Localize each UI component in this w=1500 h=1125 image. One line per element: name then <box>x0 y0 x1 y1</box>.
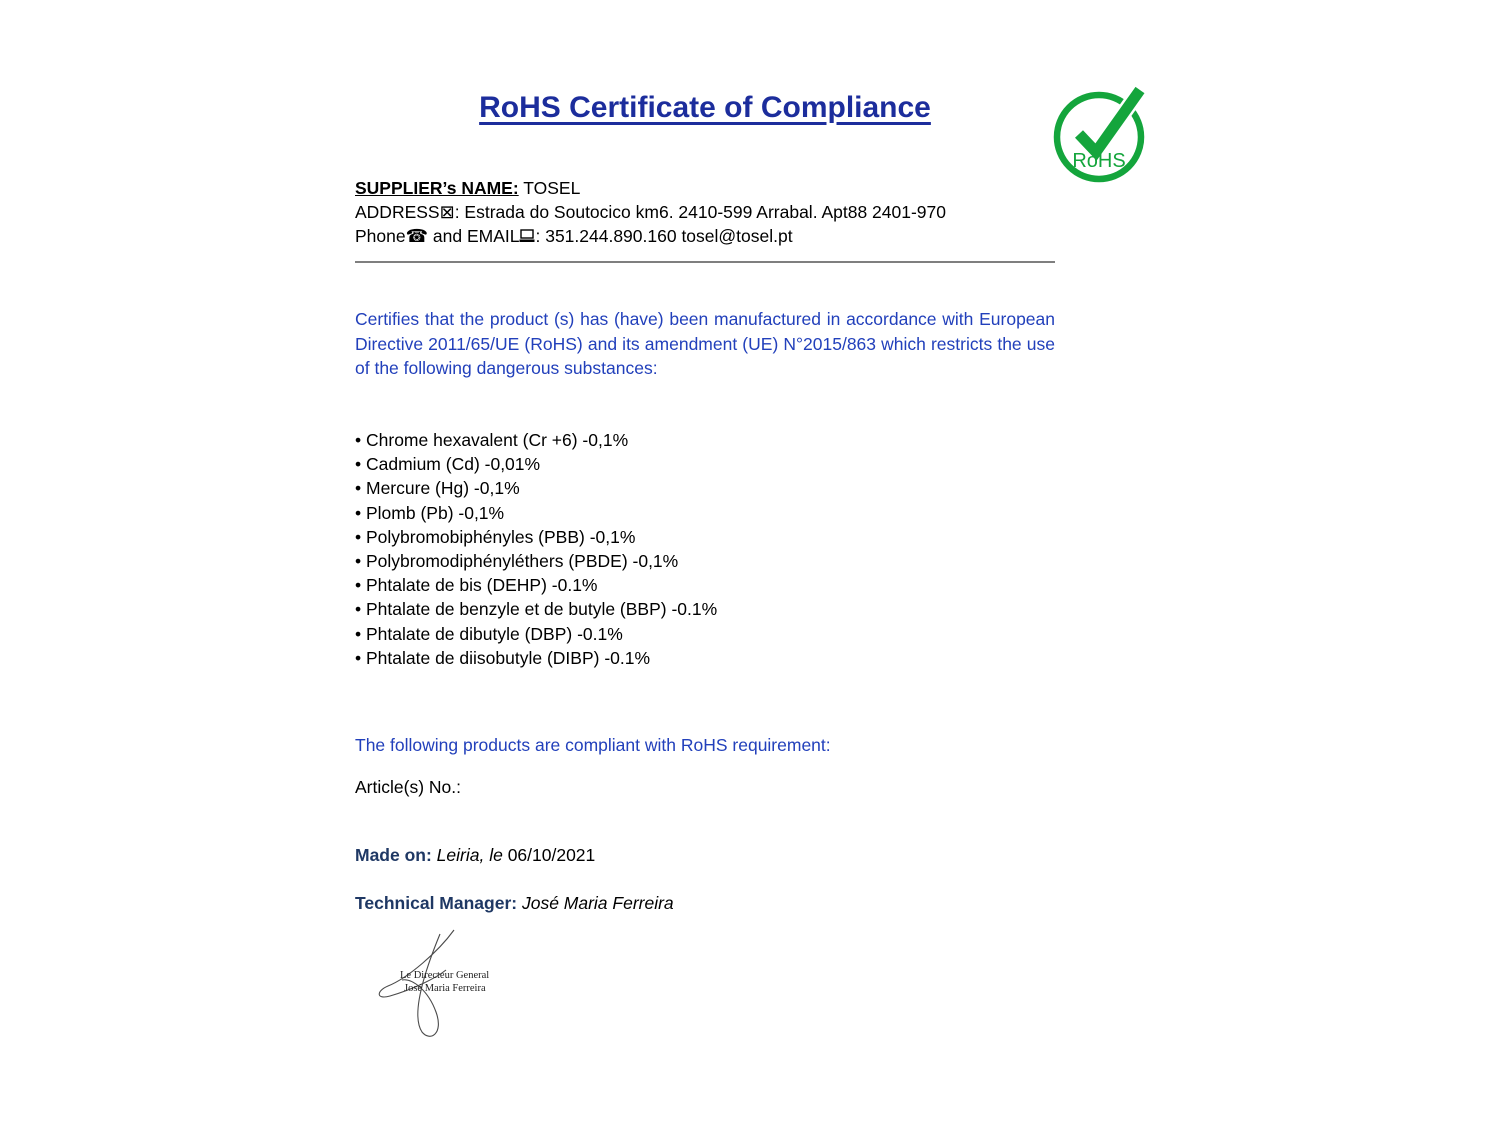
address-label: ADDRESS <box>355 202 440 222</box>
page-title: RoHS Certificate of Compliance <box>479 91 931 124</box>
substance-item: • Plomb (Pb) -0,1% <box>355 501 1055 525</box>
substance-item: • Phtalate de benzyle et de butyle (BBP) -0.1% <box>355 597 1055 621</box>
address-value: : Estrada do Soutocico km6. 2410-599 Arrabal. Apt88 2401-970 <box>454 202 947 222</box>
compliance-line: The following products are compliant with RoHS requirement: <box>355 735 831 755</box>
made-on-label: Made on: <box>355 845 432 865</box>
articles-label: Article(s) No.: <box>355 777 461 797</box>
phone-label: Phone <box>355 226 406 246</box>
substance-item: • Chrome hexavalent (Cr +6) -0,1% <box>355 428 1055 452</box>
supplier-name-value: TOSEL <box>518 178 581 198</box>
signature <box>358 928 508 1046</box>
made-on-place: Leiria, le <box>431 845 508 865</box>
substance-item: • Phtalate de diisobutyle (DIBP) -0.1% <box>355 646 1055 670</box>
substances-list <box>355 428 1055 670</box>
envelope-icon: ⊠ <box>439 202 455 222</box>
compliance-statement: Certifies that the product (s) has (have) been manufactured in accordance with European Directive 2011/65/UE (RoHS) and its amendment (UE) N°2015/863 which restricts the use of the following dangerous substances: <box>355 309 1055 378</box>
supplier-name-label: SUPPLIER’s NAME: <box>355 178 519 198</box>
contact-value: : 351.244.890.160 tosel@tosel.pt <box>535 226 793 246</box>
rohs-logo <box>1052 82 1150 188</box>
supplier-block <box>355 176 946 248</box>
signature-line1: Le Directeur General <box>400 970 490 981</box>
technical-manager-value: José Maria Ferreira <box>517 893 674 913</box>
substance-item: • Polybromodiphényléthers (PBDE) -0,1% <box>355 549 1055 573</box>
supplier-contact-line <box>355 224 946 248</box>
made-on-line <box>355 845 595 866</box>
email-label: and EMAIL <box>428 226 520 246</box>
substance-item: • Phtalate de dibutyle (DBP) -0.1% <box>355 622 1055 646</box>
technical-manager-label: Technical Manager: <box>355 893 518 913</box>
divider <box>355 261 1055 263</box>
substance-item: • Mercure (Hg) -0,1% <box>355 476 1055 500</box>
supplier-address-line <box>355 200 946 224</box>
supplier-name-line <box>355 176 946 200</box>
computer-icon <box>519 229 535 243</box>
substance-item: • Phtalate de bis (DEHP) -0.1% <box>355 573 1055 597</box>
logo-label: RoHS <box>1072 150 1126 172</box>
substance-item: • Cadmium (Cd) -0,01% <box>355 452 1055 476</box>
substance-item: • Polybromobiphényles (PBB) -0,1% <box>355 525 1055 549</box>
technical-manager-line <box>355 893 674 914</box>
phone-icon: ☎ <box>405 226 429 246</box>
signature-line2: José Maria Ferreira <box>404 983 486 994</box>
made-on-date: 06/10/2021 <box>507 845 596 865</box>
